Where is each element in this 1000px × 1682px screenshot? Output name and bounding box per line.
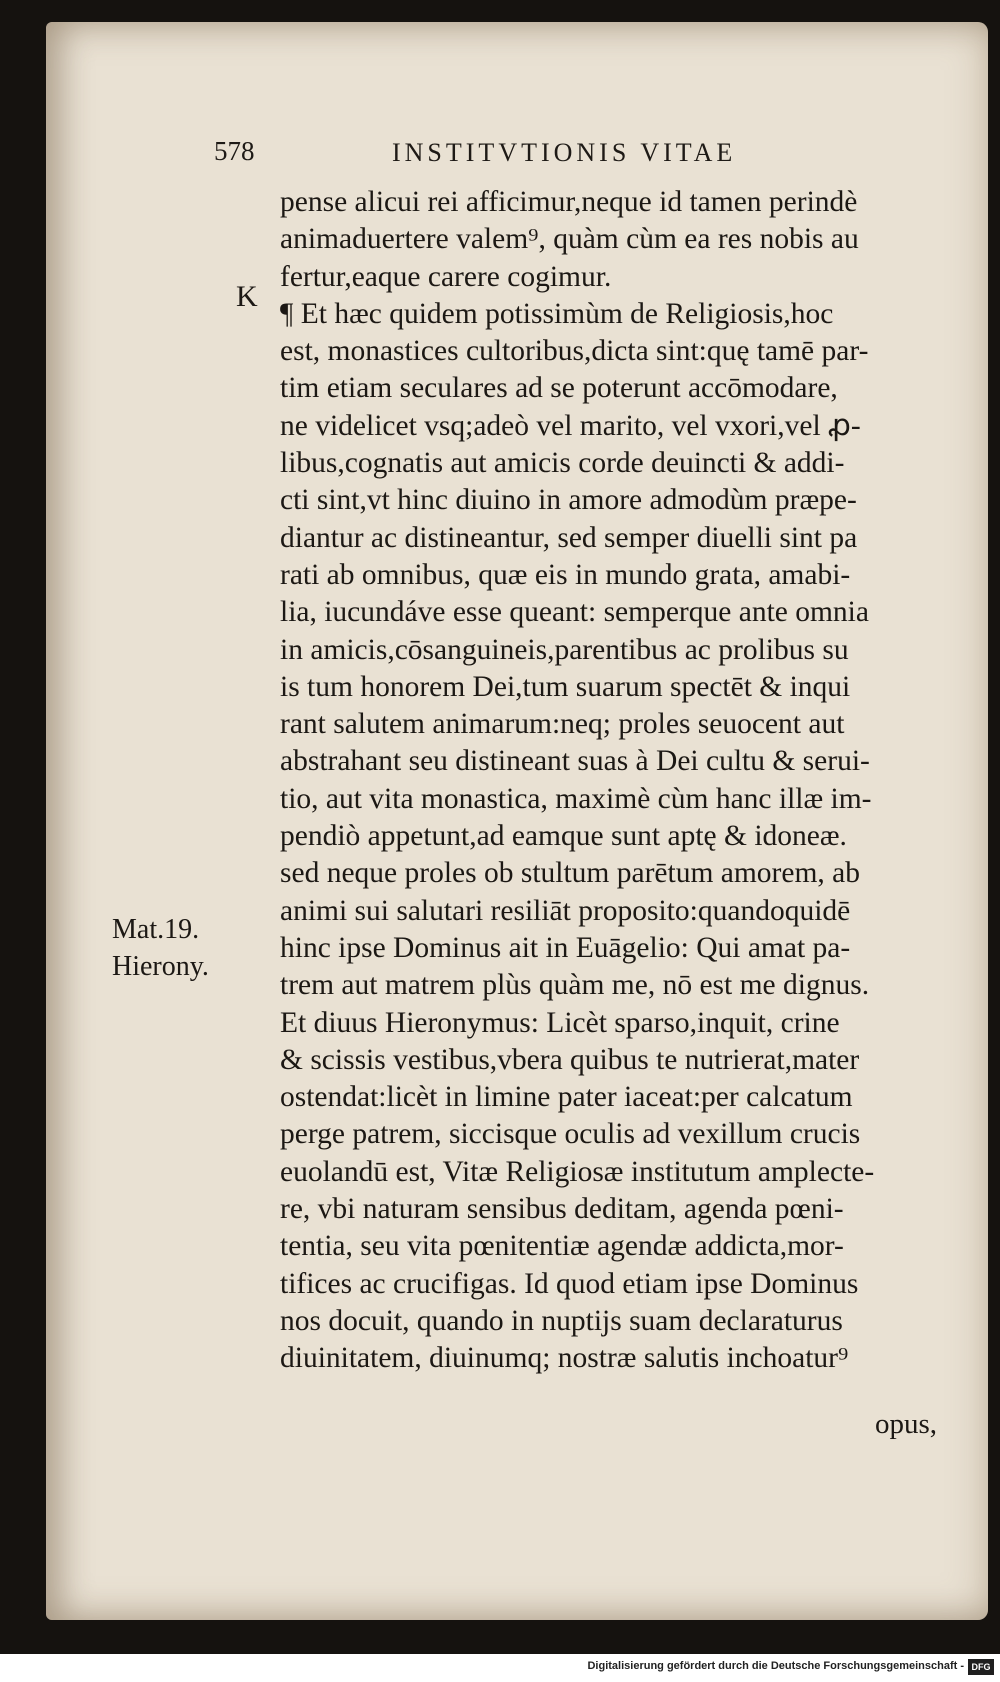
margin-note-hieronymus: Hierony. [112, 951, 209, 982]
running-head: INSTITVTIONIS VITAE [392, 138, 737, 167]
text-line: perge patrem, siccisque oculis ad vexillum crucis [280, 1118, 861, 1151]
text-line: is tum honorem Dei,tum suarum spectēt & inqui [280, 670, 851, 703]
text-line: euolandū est, Vitæ Religiosæ institutum amplecte- [280, 1155, 875, 1188]
text-line: & scissis vestibus,vbera quibus te nutrierat,mater [280, 1043, 860, 1076]
dfg-logo: DFG [968, 1659, 994, 1675]
page-header [214, 136, 904, 176]
text-line: nos docuit, quando in nuptijs suam declaraturus [280, 1304, 843, 1337]
catchword: opus, [875, 1408, 938, 1440]
text-line: diantur ac distineantur, sed semper diuelli sint pa [280, 521, 858, 554]
body-text [280, 184, 970, 1378]
text-line: rati ab omnibus, quæ eis in mundo grata, amabi- [280, 558, 851, 591]
text-line: est, monastices cultoribus,dicta sint:quę tamē par- [280, 335, 869, 368]
text-line: libus,cognatis aut amicis corde deuincti & addi- [280, 447, 845, 480]
text-line: re, vbi naturam sensibus deditam, agenda pœni- [280, 1193, 844, 1226]
text-line: animi sui salutari resiliāt proposito:quandoquidē [280, 894, 851, 927]
text-line: tio, aut vita monastica, maximè cùm hanc illæ im- [280, 782, 872, 815]
text-line: tifices ac crucifigas. Id quod etiam ipse Dominus [280, 1267, 859, 1300]
text-line: tentia, seu vita pœnitentiæ agendæ addicta,mor- [280, 1230, 844, 1263]
funding-credit: Digitalisierung gefördert durch die Deutsche Forschungsgemeinschaft - [587, 1660, 964, 1672]
text-line: fertur,eaque carere cogimur. [280, 260, 612, 293]
text-line: ne videlicet vsq;adeò vel marito, vel vxori,vel ꝓ- [280, 409, 861, 442]
text-line: trem aut matrem plùs quàm me, nō est me dignus. [280, 969, 870, 1002]
text-line: diuinitatem, diuinumq; nostræ salutis inchoatur⁹ [280, 1342, 849, 1375]
text-line: sed neque proles ob stultum parētum amorem, ab [280, 857, 861, 890]
page-number: 578 [214, 136, 255, 166]
footer-bar [0, 1654, 1000, 1682]
section-mark: K [236, 280, 258, 313]
text-line: hinc ipse Dominus ait in Euāgelio: Qui amat pa- [280, 931, 851, 964]
text-line: ostendat:licèt in limine pater iaceat:per calcatum [280, 1081, 853, 1114]
text-line: abstrahant seu distineant suas à Dei cultu & serui- [280, 745, 870, 778]
text-line: rant salutem animarum:neq; proles seuocent aut [280, 708, 845, 741]
text-line: lia, iucundáve esse queant: semperque ante omnia [280, 596, 869, 629]
text-line: ¶ Et hæc quidem potissimùm de Religiosis,hoc [280, 297, 834, 330]
text-line: cti sint,vt hinc diuino in amore admodùm præpe- [280, 484, 857, 517]
margin-note-matthew: Mat.19. [112, 914, 200, 945]
text-line: pense alicui rei afficimur,neque id tamen perindè [280, 186, 858, 218]
text-line: pendiò appetunt,ad eamque sunt aptę & idoneæ. [280, 820, 847, 853]
text-line: tim etiam seculares ad se poterunt accōmodare, [280, 372, 838, 405]
text-line: in amicis,cōsanguineis,parentibus ac prolibus su [280, 633, 849, 666]
text-line: Et diuus Hieronymus: Licèt sparso,inquit, crine [280, 1006, 840, 1039]
text-line: animaduertere valem⁹, quàm cùm ea res nobis au [280, 223, 859, 256]
